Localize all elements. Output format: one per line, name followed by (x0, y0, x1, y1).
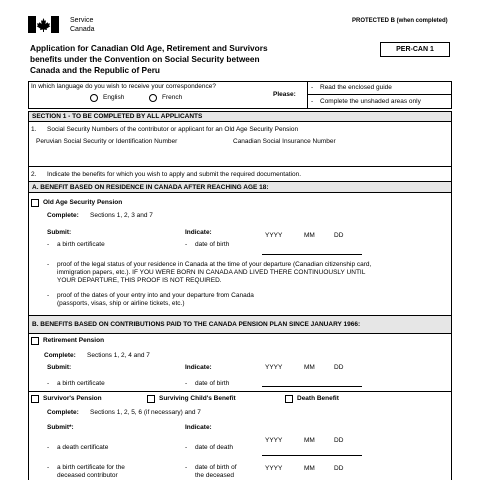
ret-dash-1: - (47, 380, 50, 387)
oas-mm-label: MM (304, 232, 315, 239)
section1-title: SECTION 1 - TO BE COMPLETED BY ALL APPLICANTS (32, 113, 203, 120)
deceased-birth-cert-line2: deceased contributor (57, 472, 118, 479)
surv-complete-value: Sections 1, 2, 5, 6 (if necessary) and 7 (90, 409, 201, 416)
proof-status-line2: immigration papers, etc.). IF YOU WERE BORN IN CANADA AND LIVED THERE CONTINUOUSLY UNTIL (57, 269, 366, 276)
french-radio[interactable] (149, 94, 157, 102)
deceased-dob-line2: the deceased (195, 472, 235, 479)
oas-indicate-label: Indicate: (185, 229, 212, 236)
canada-sin-field[interactable] (233, 148, 403, 162)
proof-status (57, 261, 371, 285)
sectionA-title: A. BENEFIT BASED ON RESIDENCE IN CANADA AFTER REACHING AGE 18: (32, 184, 269, 191)
french-label: French (162, 94, 183, 101)
oas-dash-2: - (185, 241, 188, 248)
surv-complete-label: Complete: (47, 409, 79, 416)
survivor-checkbox[interactable] (31, 395, 39, 403)
oas-dd-label: DD (334, 232, 344, 239)
oas-dash-1: - (47, 241, 50, 248)
oas-submit-label: Submit: (47, 229, 72, 236)
proof-dates-line1: proof of the dates of your entry into and your departure from Canada (57, 292, 254, 299)
proof-dash-1: - (47, 261, 50, 268)
surv-indicate-label: Indicate: (185, 424, 212, 431)
surv-dash-3: - (47, 464, 50, 471)
retirement-label: Retirement Pension (43, 337, 105, 344)
form-title-line2: benefits under the Convention on Social Security between (30, 54, 260, 64)
death-cert-label: a death certificate (57, 444, 109, 451)
please-bullet-1: Read the enclosed guide (320, 84, 392, 91)
survivor-label: Survivor's Pension (43, 395, 102, 402)
canada-flag-logo (28, 16, 59, 33)
death-label: Death Benefit (297, 395, 339, 402)
surv-submit-label: Submit*: (47, 424, 74, 431)
ret-dob-field[interactable] (262, 375, 362, 387)
form-title-line1: Application for Canadian Old Age, Retirement and Survivors (30, 43, 268, 53)
protected-label: PROTECTED B (when completed) (352, 18, 448, 24)
english-label: English (103, 94, 125, 101)
peru-number-field[interactable] (36, 148, 206, 162)
language-question: In which language do you wish to receive your correspondence? (31, 83, 217, 90)
sectionA-header (28, 181, 452, 193)
oas-yyyy-label: YYYY (265, 232, 283, 239)
child-label: Surviving Child's Benefit (159, 395, 236, 402)
english-radio[interactable] (90, 94, 98, 102)
oas-label: Old Age Security Pension (43, 199, 123, 206)
please-label: Please: (273, 91, 296, 98)
deceased-dob-label (195, 464, 237, 480)
surv-mm-label-2: MM (304, 465, 315, 472)
surv-dd-label-2: DD (334, 465, 344, 472)
date-of-death-field[interactable] (262, 444, 362, 456)
proof-dash-2: - (47, 292, 50, 299)
ret-dd-label: DD (334, 364, 344, 371)
oas-checkbox[interactable] (31, 199, 39, 207)
death-checkbox[interactable] (285, 395, 293, 403)
please-dash-2: - (311, 98, 314, 105)
proof-dates (57, 292, 254, 308)
oas-complete-value: Sections 1, 2, 3 and 7 (90, 212, 153, 219)
form-id-box (380, 42, 450, 57)
ret-mm-label: MM (304, 364, 315, 371)
please-bullet-2: Complete the unshaded areas only (320, 98, 421, 105)
surv-yyyy-label-1: YYYY (265, 437, 283, 444)
q1-text: Social Security Numbers of the contributor or applicant for an Old Age Security Pension (47, 126, 299, 133)
child-checkbox[interactable] (147, 395, 155, 403)
oas-complete-label: Complete: (47, 212, 79, 219)
ret-dob-label: date of birth (195, 380, 230, 387)
deceased-birth-cert-line1: a birth certificate for the (57, 464, 125, 471)
dept-name-line1: Service (70, 17, 94, 24)
sectionB-header (28, 315, 452, 334)
oas-dob-field[interactable] (262, 243, 362, 255)
surv-dash-4: - (185, 464, 188, 471)
surv-dd-label-1: DD (334, 437, 344, 444)
please-dash-1: - (311, 84, 314, 91)
ret-dash-2: - (185, 380, 188, 387)
q2-number: 2. (31, 171, 37, 178)
deceased-dob-line1: date of birth of (195, 464, 237, 471)
ret-birth-cert: a birth certificate (57, 380, 105, 387)
oas-dob-label: date of birth (195, 241, 230, 248)
peru-number-label: Peruvian Social Security or Identification Number (36, 138, 178, 145)
form-id: PER-CAN 1 (396, 46, 434, 53)
form-title-line3: Canada and the Republic of Peru (30, 65, 161, 75)
surv-yyyy-label-2: YYYY (265, 465, 283, 472)
ret-complete-value: Sections 1, 2, 4 and 7 (87, 352, 150, 359)
oas-birth-cert: a birth certificate (57, 241, 105, 248)
ret-submit-label: Submit: (47, 364, 72, 371)
ret-yyyy-label: YYYY (265, 364, 283, 371)
surv-mm-label-1: MM (304, 437, 315, 444)
canada-sin-label: Canadian Social Insurance Number (233, 138, 336, 145)
ret-indicate-label: Indicate: (185, 364, 212, 371)
ret-complete-label: Complete: (44, 352, 76, 359)
surv-dash-1: - (47, 444, 50, 451)
proof-status-line3: YOUR DEPARTURE, THIS PROOF IS NOT REQUIRED. (57, 277, 222, 284)
deceased-birth-cert (57, 464, 125, 480)
q1-number: 1. (31, 126, 37, 133)
form-title (30, 43, 268, 76)
sectionB-title: B. BENEFITS BASED ON CONTRIBUTIONS PAID TO THE CANADA PENSION PLAN SINCE JANUARY 1966: (32, 321, 361, 328)
proof-status-line1: proof of the legal status of your residence in Canada at the time of your departure (Canadian citizenship card, (57, 261, 372, 268)
surv-dash-2: - (185, 444, 188, 451)
retirement-checkbox[interactable] (31, 337, 39, 345)
date-of-death-label: date of death (195, 444, 233, 451)
section1-header (28, 111, 452, 122)
dept-name-line2: Canada (70, 26, 95, 33)
q2-text: Indicate the benefits for which you wish to apply and submit the required documentation. (47, 171, 302, 178)
proof-dates-line2: (passports, visas, ship or airline tickets, etc.) (57, 300, 185, 307)
